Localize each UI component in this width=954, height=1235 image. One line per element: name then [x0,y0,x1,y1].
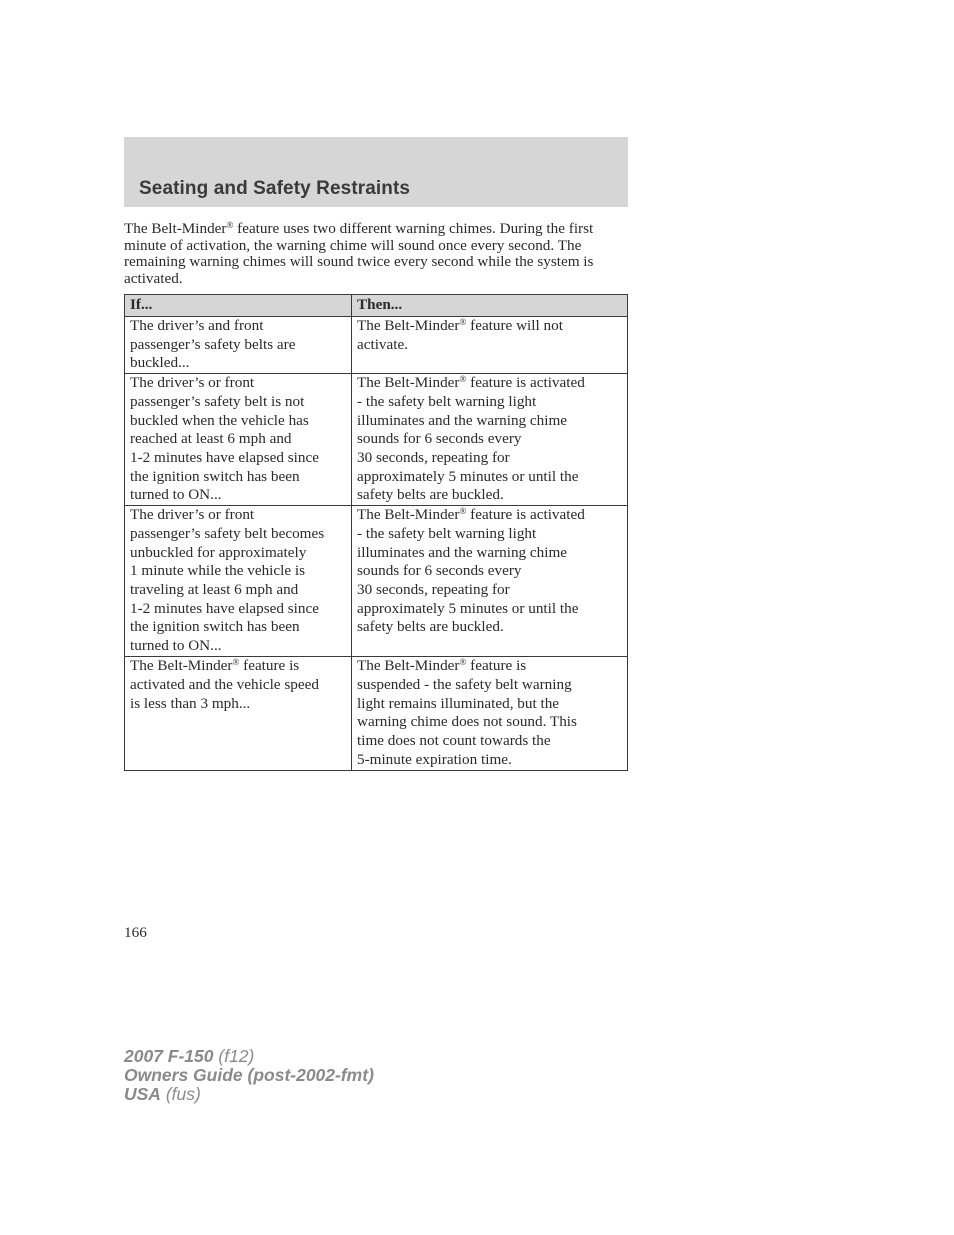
result-cell [352,317,628,374]
footer-model: 2007 F-150 [124,1046,214,1066]
table-row [125,506,628,657]
footer-market: USA [124,1084,161,1104]
result-cell [352,506,628,657]
result-text-start: The Belt-Minder [357,374,460,392]
table-header-row [125,295,628,317]
intro-text-start: The Belt-Minder [124,220,227,237]
column-header-if: If... [125,295,352,317]
result-cell [352,374,628,506]
condition-text: The driver’s or front passenger’s safety belt is not buckled when the vehicle has reached at least 6 mph and 1-2 minutes have elapsed since the ignition switch has been turned to ON... [130,374,319,504]
footer-model-code: (f12) [213,1046,255,1066]
registered-mark: ® [459,506,467,517]
condition-text: The driver’s or front passenger’s safety belt becomes unbuckled for approximately 1 minute while the vehicle is traveling at least 6 mph and 1-2 minutes have elapsed since the ignition switch has been turned to ON... [130,506,325,655]
column-header-then: Then... [352,295,628,317]
table-row [125,317,628,374]
registered-mark: ® [459,374,467,385]
footer-line-model [124,1047,374,1066]
footer-market-code: (fus) [160,1084,201,1104]
intro-text-rest: feature uses two different warning chimes. During the first minute of activation, the warning chime will sound once every second. The remaining warning chimes will sound twice every second while the system is activated. [124,220,594,287]
footer-line-guide [124,1066,374,1085]
condition-cell [125,374,352,506]
condition-text-rest: feature is activated and the vehicle speed is less than 3 mph... [130,657,319,712]
result-text-rest: feature will not activate. [357,317,563,353]
condition-cell [125,506,352,657]
result-cell [352,657,628,771]
section-header-band [124,137,628,207]
result-text-start: The Belt-Minder [357,657,460,675]
footer-guide: Owners Guide (post-2002-fmt) [124,1065,374,1085]
table-row [125,374,628,506]
result-text-start: The Belt-Minder [357,506,460,524]
page-number: 166 [124,924,147,941]
registered-mark: ® [232,657,240,668]
result-text-rest: feature is suspended - the safety belt warning light remains illuminated, but the warning chime does not sound. This time does not count towards the 5-minute expiration time. [357,657,577,768]
table-row [125,657,628,771]
condition-text-start: The Belt-Minder [130,657,233,675]
document-footer [124,1047,374,1104]
section-title: Seating and Safety Restraints [139,178,411,199]
condition-cell [125,657,352,771]
intro-paragraph [124,221,628,287]
footer-line-market [124,1085,374,1104]
condition-text: The driver’s and front passenger’s safety belts are buckled... [130,317,296,372]
registered-mark: ® [459,657,467,668]
belt-minder-table [124,294,628,771]
registered-mark: ® [459,317,467,327]
condition-cell [125,317,352,374]
result-text-rest: feature is activated - the safety belt warning light illuminates and the warning chime sounds for 6 seconds every 30 seconds, repeating for approximately 5 minutes or until the safety belts are buckled. [357,506,585,636]
registered-mark: ® [226,220,234,230]
result-text-rest: feature is activated - the safety belt warning light illuminates and the warning chime sounds for 6 seconds every 30 seconds, repeating for approximately 5 minutes or until the safety belts are buckled. [357,374,585,504]
result-text-start: The Belt-Minder [357,317,460,334]
